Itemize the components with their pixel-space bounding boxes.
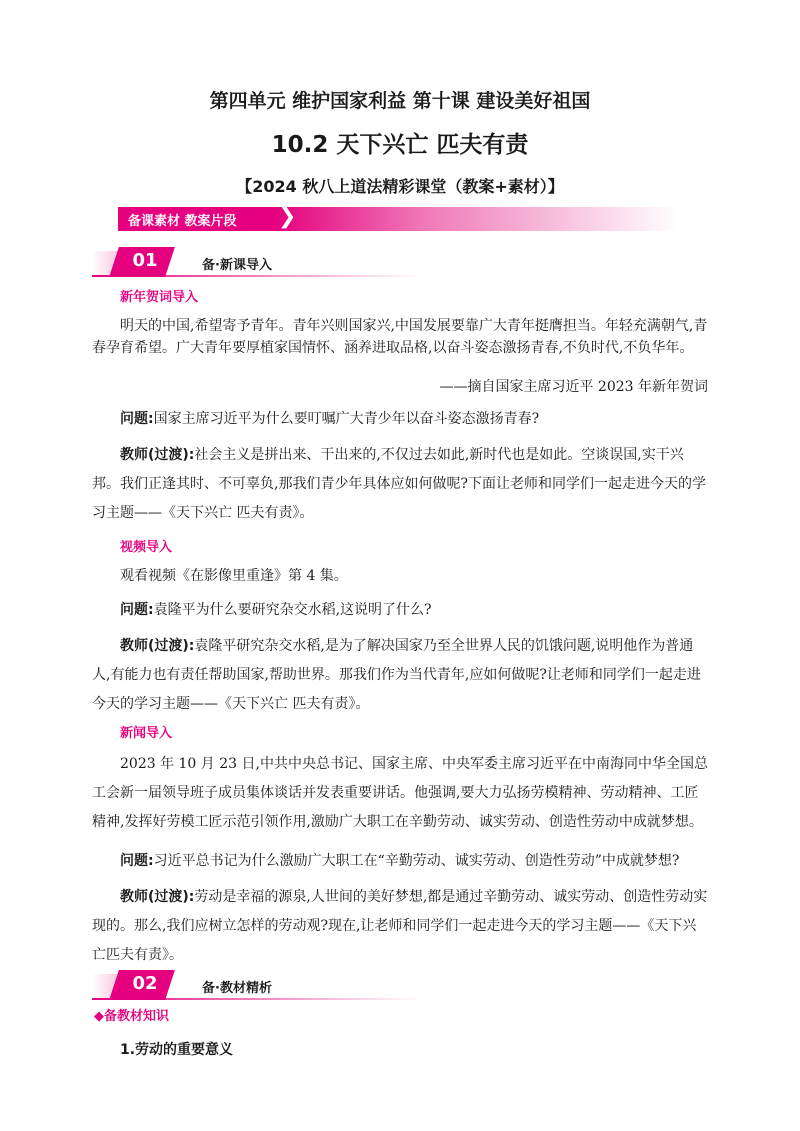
- teacher-text: 社会主义是拼出来、干出来的,不仅过去如此,新时代也是如此。空谈误国,实干兴邦。我们正逢其时、不可辜负,那我们青少年具体应如何做呢?下面让老师和同学们一起走进今天的学习主题——《天下兴亡 匹夫有责》。: [92, 447, 706, 521]
- series-tag: 【2024 秋八上道法精彩课堂（教案+素材）】: [236, 177, 564, 196]
- paragraph-video: 观看视频《在影像里重逢》第 4 集。: [120, 568, 348, 584]
- section-number: 02: [132, 973, 158, 994]
- section-header-2: [92, 970, 422, 1002]
- teacher-label: 教师(过渡):: [120, 638, 195, 654]
- section-label: 备·教材精析: [202, 981, 272, 996]
- question-label: 问题:: [120, 853, 154, 869]
- section-number: 01: [132, 250, 158, 271]
- paragraph-news: 2023 年 10 月 23 日,中共中央总书记、国家主席、中央军委主席习近平在中南海同中华全国总工会新一届领导班子成员集体谈话并发表重要讲话。他强调,要大力弘扬劳模精神、劳动精神、工匠精神,发挥好劳模工匠示范引领作用,激励广大职工在辛勤劳动、诚实劳动、创造性劳动中成就梦想。: [92, 756, 708, 830]
- question-text: 国家主席习近平为什么要叮嘱广大青少年以奋斗姿态激扬青春?: [153, 411, 540, 427]
- knowledge-heading: ◆备教材知识: [94, 1009, 169, 1024]
- question-text: 袁隆平为什么要研究杂交水稻,这说明了什么?: [153, 602, 432, 618]
- quote-source: ——摘自国家主席习近平 2023 年新年贺词: [439, 379, 708, 395]
- teacher-label: 教师(过渡):: [120, 889, 195, 905]
- lesson-title: 10.2 天下兴亡 匹夫有责: [271, 132, 529, 158]
- subheading-video: 视频导入: [120, 540, 173, 555]
- teacher-label: 教师(过渡):: [120, 447, 195, 463]
- question-new-year: [92, 408, 710, 430]
- teacher-text: 袁隆平研究杂交水稻,是为了解决国家乃至全世界人民的饥饿问题,说明他作为普通人,有能力也有责任帮助国家,帮助世界。那我们作为当代青年,应如何做呢?让老师和同学们一起走进今天的学习主题——《天下兴亡 匹夫有责》。: [92, 638, 701, 712]
- section-header-1: [92, 247, 422, 279]
- question-news: [92, 850, 710, 872]
- knowledge-point-1: 1.劳动的重要意义: [120, 1042, 234, 1058]
- question-label: 问题:: [120, 411, 154, 427]
- teacher-text: 劳动是幸福的源泉,人世间的美好梦想,都是通过辛勤劳动、诚实劳动、创造性劳动实现的。那么,我们应树立怎样的劳动观?现在,让老师和同学们一起走进今天的学习主题——《天下兴亡匹夫有责》。: [92, 889, 708, 963]
- question-text: 习近平总书记为什么激励广大职工在“辛勤劳动、诚实劳动、创造性劳动”中成就梦想?: [153, 853, 680, 869]
- unit-title: 第四单元 维护国家利益 第十课 建设美好祖国: [209, 90, 591, 112]
- section-label: 备·新课导入: [202, 258, 272, 273]
- teacher-news: [92, 883, 710, 970]
- teacher-video: [92, 632, 710, 719]
- question-video: [92, 599, 710, 621]
- subheading-new-year: 新年贺词导入: [120, 290, 199, 305]
- material-banner-label: 备课素材 教案片段: [128, 214, 237, 229]
- chevron-right-icon: ❯: [278, 204, 297, 229]
- teacher-new-year: [92, 441, 710, 528]
- subheading-news: 新闻导入: [120, 726, 173, 741]
- question-label: 问题:: [120, 602, 154, 618]
- paragraph-new-year: 明天的中国,希望寄予青年。青年兴则国家兴,中国发展要靠广大青年挺膺担当。年轻充满朝气,青春孕育希望。广大青年要厚植家国情怀、涵养进取品格,以奋斗姿态激扬青春,不负时代,不负华年。: [92, 318, 708, 356]
